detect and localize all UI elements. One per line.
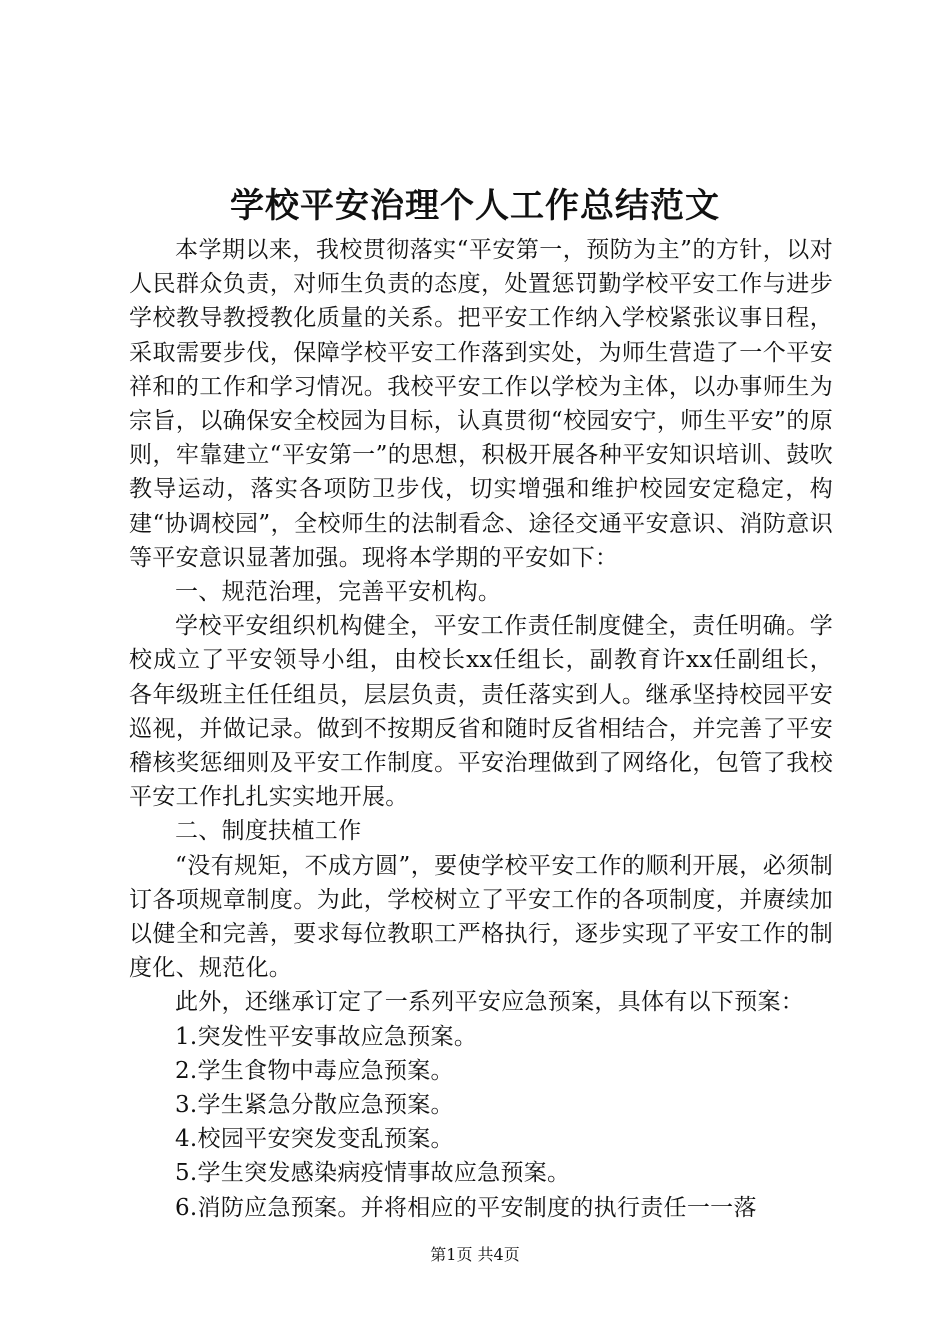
section-paragraph-2: “没有规矩，不成方圆”，要使学校平安工作的顺利开展，必须制订各项规章制度。为此，学校树立了平安工作的各项制度，并赓续加以健全和完善，要求每位教职工严格执行，逐步实现了平安工作的制度化、规范化。 xyxy=(129,852,833,982)
section-heading-1: 一、规范治理，完善平安机构。 xyxy=(175,579,502,606)
plans-intro-paragraph: 此外，还继承订定了一系列平安应急预案，具体有以下预案： xyxy=(175,989,805,1016)
list-item: 5.学生突发感染病疫情事故应急预案。 xyxy=(175,1160,571,1187)
list-item: 4.校园平安突发变乱预案。 xyxy=(175,1126,454,1153)
intro-paragraph: 本学期以来，我校贯彻落实“平安第一，预防为主”的方针，以对人民群众负责，对师生负责的态度，处置惩罚勤学校平安工作与进步学校教导教授教化质量的关系。把平安工作纳入学校紧张议事日程，采取需要步伐，保障学校平安工作落到实处，为师生营造了一个平安祥和的工作和学习情况。我校平安工作以学校为主体，以办事师生为宗旨，以确保安全校园为目标，认真贯彻“校园安宁，师生平安”的原则，牢靠建立“平安第一”的思想，积极开展各种平安知识培训、鼓吹教导运动，落实各项防卫步伐，切实增强和维护校园安定稳定，构建“协调校园”，全校师生的法制看念、途径交通平安意识、消防意识等平安意识显著加强。现将本学期的平安如下： xyxy=(129,237,833,571)
list-item: 2.学生食物中毒应急预案。 xyxy=(175,1057,454,1084)
document-title: 学校平安治理个人工作总结范文 xyxy=(230,186,720,226)
section-paragraph-1: 学校平安组织机构健全，平安工作责任制度健全，责任明确。学校成立了平安领导小组，由校长xx任组长，副教育许xx任副组长，各年级班主任任组员，层层负责，责任落实到人。继承坚持校园平安巡视，并做记录。做到不按期反省和随时反省相结合，并完善了平安稽核奖惩细则及平安工作制度。平安治理做到了网络化，包管了我校平安工作扎扎实实地开展。 xyxy=(129,613,833,811)
document-body xyxy=(129,233,833,1225)
list-item: 6.消防应急预案。并将相应的平安制度的执行责任一一落 xyxy=(175,1194,757,1221)
page-number-footer: 第1页 共4页 xyxy=(430,1245,520,1264)
list-item: 3.学生紧急分散应急预案。 xyxy=(175,1092,454,1119)
list-item: 1.突发性平安事故应急预案。 xyxy=(175,1023,478,1050)
section-heading-2: 二、制度扶植工作 xyxy=(175,818,362,845)
